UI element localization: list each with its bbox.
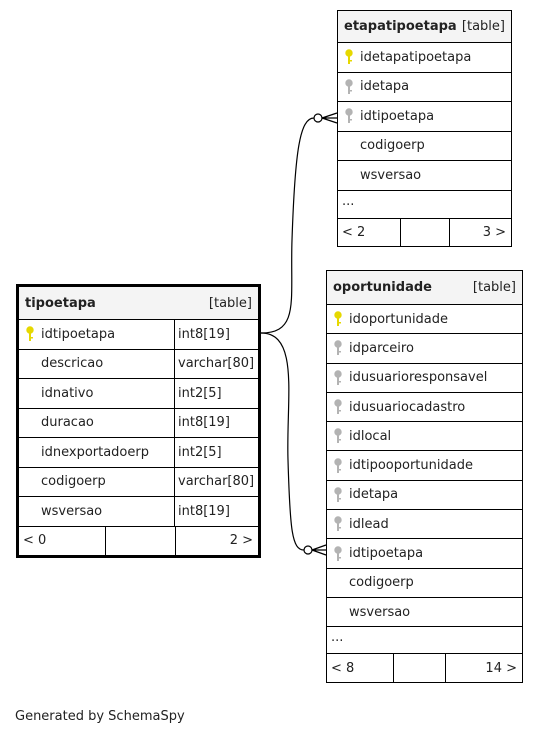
column-name: idetapa [349,487,399,503]
column-type: int8[19] [174,320,258,349]
column-name: idlocal [349,428,392,444]
table-name: oportunidade [333,280,432,295]
column-name: idoportunidade [349,311,449,327]
parents-count[interactable]: < 8 [331,660,355,676]
column-cell [327,569,522,597]
more-columns-ellipsis: ... [338,191,511,219]
column-row[interactable] [327,569,522,598]
column-name: descricao [41,356,104,372]
column-row[interactable] [19,379,258,409]
column-name: idlead [349,516,389,532]
column-cell [19,379,174,408]
column-type: int8[19] [174,497,258,526]
column-row[interactable] [19,409,258,439]
column-name: idtipoetapa [349,546,424,562]
table-header [19,287,258,320]
column-name: duracao [41,415,94,431]
column-row[interactable] [327,364,522,393]
column-name: idtipoetapa [360,108,435,124]
parents-count[interactable]: < 2 [342,224,366,240]
column-type: int2[5] [174,379,258,408]
footer-spacer [400,219,450,246]
table-kind: [table] [472,280,516,295]
column-cell [338,73,511,102]
footer-spacer [393,654,446,682]
column-row[interactable] [327,510,522,539]
column-cell [327,451,522,479]
column-cell [19,438,174,467]
column-row[interactable] [338,43,511,73]
column-cell [327,334,522,362]
footer-spacer [105,527,176,555]
column-cell [19,497,174,526]
column-cell [327,364,522,392]
foreign-key-icon [338,79,360,95]
table-footer [327,654,522,682]
crowsfoot-oportunidade [304,545,326,555]
column-name: codigoerp [41,474,106,490]
column-row[interactable] [327,598,522,627]
column-row[interactable] [19,497,258,527]
column-cell [327,598,522,626]
column-row[interactable] [338,102,511,132]
column-name: codigoerp [360,138,425,154]
table-name: etapatipoetapa [344,19,457,34]
column-row[interactable] [327,422,522,451]
foreign-key-icon [327,516,349,532]
column-name: idetapa [360,79,410,95]
column-name: idusuarioresponsavel [349,370,488,386]
column-cell [338,132,511,161]
children-count[interactable]: 14 > [485,660,517,676]
table-tipoetapa [16,284,261,558]
table-header [338,11,511,43]
column-name: idusuariocadastro [349,399,466,415]
table-footer [338,219,511,246]
column-cell [19,350,174,379]
foreign-key-icon [327,546,349,562]
column-cell [327,305,522,333]
children-count[interactable]: 2 > [229,533,253,548]
column-row[interactable] [338,161,511,191]
column-name: idtipoetapa [41,326,116,342]
column-cell [19,468,174,497]
column-type: int2[5] [174,438,258,467]
column-name: wsversao [41,503,103,519]
table-name: tipoetapa [25,295,96,311]
column-name: wsversao [360,167,422,183]
foreign-key-icon [338,108,360,124]
table-oportunidade [326,270,523,683]
foreign-key-icon [327,370,349,386]
column-name: idetapatipoetapa [360,49,472,65]
column-cell [338,43,511,72]
primary-key-icon [327,311,349,327]
primary-key-icon [19,326,41,342]
more-columns-ellipsis: ... [327,627,522,654]
foreign-key-icon [327,340,349,356]
column-name: idparceiro [349,340,414,356]
foreign-key-icon [327,458,349,474]
column-cell [327,481,522,509]
edge-to-oportunidade [261,333,304,550]
column-row[interactable] [327,334,522,363]
column-row[interactable] [19,350,258,380]
column-cell [327,510,522,538]
column-row[interactable] [327,393,522,422]
crowsfoot-etapatipoetapa [314,113,337,123]
column-row[interactable] [338,73,511,103]
foreign-key-icon [327,428,349,444]
column-cell [338,102,511,131]
table-footer [19,527,258,555]
column-row[interactable] [327,539,522,568]
children-count[interactable]: 3 > [482,224,506,240]
foreign-key-icon [327,487,349,503]
column-row[interactable] [327,305,522,334]
column-name: idtipooportunidade [349,458,473,474]
table-kind: [table] [461,19,505,34]
column-row[interactable] [19,438,258,468]
generated-by-caption[interactable]: Generated by SchemaSpy [15,709,185,724]
column-name: idnexportadoerp [41,444,149,460]
column-cell [327,422,522,450]
table-header [327,271,522,305]
column-name: idnativo [41,385,94,401]
column-cell [338,161,511,190]
foreign-key-icon [327,399,349,415]
column-row[interactable] [19,320,258,350]
column-row[interactable] [19,468,258,498]
column-name: codigoerp [349,575,414,591]
primary-key-icon [338,49,360,65]
column-row[interactable] [327,481,522,510]
column-type: varchar[80] [174,350,258,379]
column-cell [19,320,174,349]
column-name: wsversao [349,604,411,620]
column-row[interactable] [327,451,522,480]
table-etapatipoetapa [337,10,512,247]
column-row[interactable] [338,132,511,162]
column-type: int8[19] [174,409,258,438]
column-cell [327,539,522,567]
parents-count[interactable]: < 0 [23,533,47,548]
edge-to-etapatipoetapa [261,118,314,333]
column-cell [19,409,174,438]
column-type: varchar[80] [174,468,258,497]
column-cell [327,393,522,421]
table-kind: [table] [208,295,252,311]
